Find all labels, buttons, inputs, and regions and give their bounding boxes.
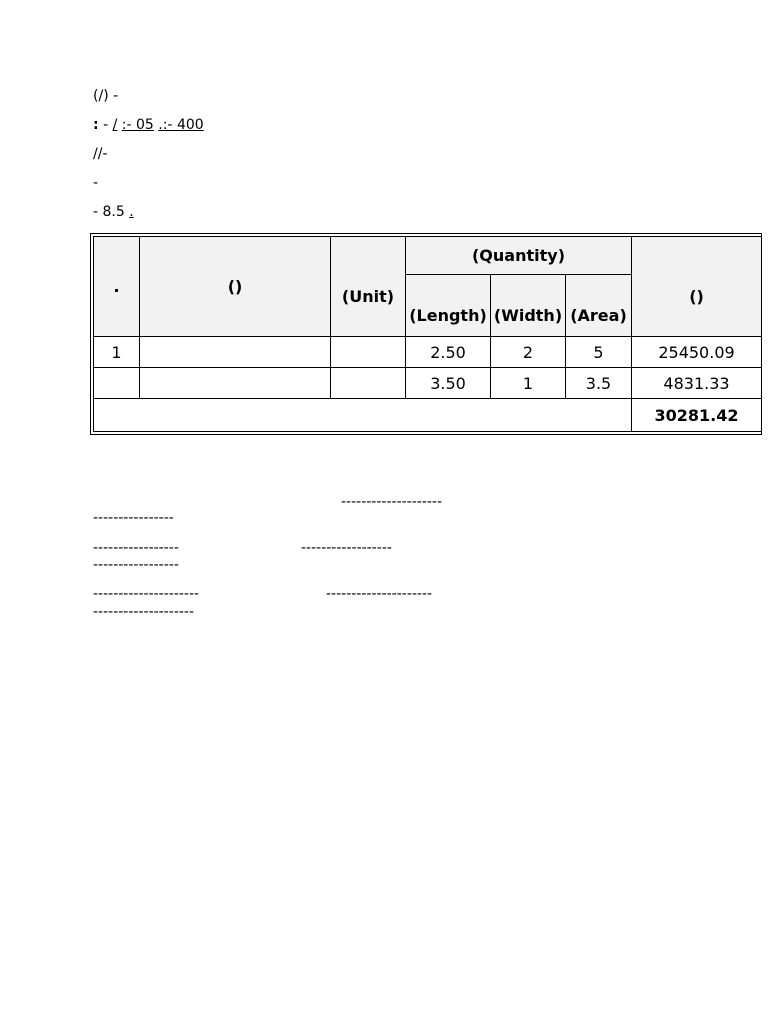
signature-row2-col2 — [301, 539, 392, 557]
address-slash-1: / — [93, 146, 98, 162]
row-amount: 25450.09 — [632, 337, 762, 368]
row-area: 3.5 — [566, 368, 632, 399]
signature-row3-col1 — [93, 585, 199, 603]
title-line — [93, 87, 733, 105]
row-serial — [94, 368, 140, 399]
ward-no-block — [122, 117, 154, 133]
location-line — [93, 116, 733, 134]
area-sep: :- — [162, 117, 173, 133]
col-length-header — [406, 275, 491, 337]
address-slash-2: / — [97, 146, 103, 162]
col-area-header — [566, 275, 632, 337]
col-serial-header — [94, 237, 140, 337]
col-unit-header — [331, 237, 406, 337]
address-line — [93, 145, 733, 163]
title-slash: / — [98, 88, 104, 104]
row-width: 2 — [491, 337, 566, 368]
row-area: 5 — [566, 337, 632, 368]
col-quantity-header — [406, 237, 632, 275]
col-width-header — [491, 275, 566, 337]
col-serial-dot: . — [113, 276, 120, 296]
row-item — [140, 337, 331, 368]
location-sep: - — [103, 117, 109, 133]
col-length-b: (Length) — [409, 305, 487, 325]
ward-slash: / — [112, 117, 118, 133]
road-width-value: 8.5 — [102, 204, 125, 220]
signature-row3-wrap-line: -------------------- — [93, 604, 195, 620]
road-width-unit — [129, 204, 133, 220]
signature-row2-wrap-line: ----------------- — [93, 557, 179, 573]
total-value: 30281.42 — [632, 399, 762, 432]
ward-no-sep: :- — [121, 117, 132, 133]
table-row — [94, 337, 762, 368]
col-area-b: (Area) — [570, 305, 627, 325]
row-length: 2.50 — [406, 337, 491, 368]
row-unit — [331, 337, 406, 368]
signature-row3-col2 — [326, 585, 432, 603]
title-bracket: (/) — [93, 88, 109, 104]
signature-row1-col2-line: -------------------- — [341, 494, 443, 510]
estimate-table — [90, 233, 762, 435]
row-item — [140, 368, 331, 399]
road-width-sep: - — [93, 204, 99, 220]
table-header-row — [94, 237, 762, 275]
area-no-block — [158, 117, 203, 133]
road-type-line — [93, 174, 733, 192]
road-width-line — [93, 203, 733, 221]
title-suffix: - — [113, 88, 119, 104]
ward-number: 05 — [135, 117, 154, 133]
signature-row2-col2-line: ------------------ — [301, 540, 392, 556]
row-width: 1 — [491, 368, 566, 399]
signature-row1-wrap-line: ---------------- — [93, 510, 174, 526]
col-width-b: (Width) — [493, 305, 563, 325]
row-unit — [331, 368, 406, 399]
location-label — [93, 117, 99, 133]
col-unit-b: (Unit) — [341, 286, 395, 306]
col-quantity-b: (Quantity) — [471, 245, 565, 265]
ward-block — [113, 117, 118, 133]
signature-row3-col1-line: --------------------- — [93, 586, 200, 602]
signature-row1-col2 — [341, 493, 442, 511]
row-amount: 4831.33 — [632, 368, 762, 399]
col-item-header: () — [140, 237, 331, 337]
total-label — [94, 399, 632, 432]
signature-row2-col1 — [93, 539, 179, 557]
area-number: 400 — [176, 117, 204, 133]
location-label-colon: : — [93, 117, 99, 133]
row-length: 3.50 — [406, 368, 491, 399]
signature-row2-col1-line: ----------------- — [93, 540, 179, 556]
table-row — [94, 368, 762, 399]
road-type-sep: - — [93, 175, 99, 191]
row-serial: 1 — [94, 337, 140, 368]
address-sep: - — [102, 146, 108, 162]
road-width-unit-dot: . — [129, 204, 134, 220]
signature-row3-col2-line: --------------------- — [326, 586, 433, 602]
col-amount-header: () — [632, 237, 762, 337]
area-dot: . — [158, 117, 163, 133]
total-row — [94, 399, 762, 432]
